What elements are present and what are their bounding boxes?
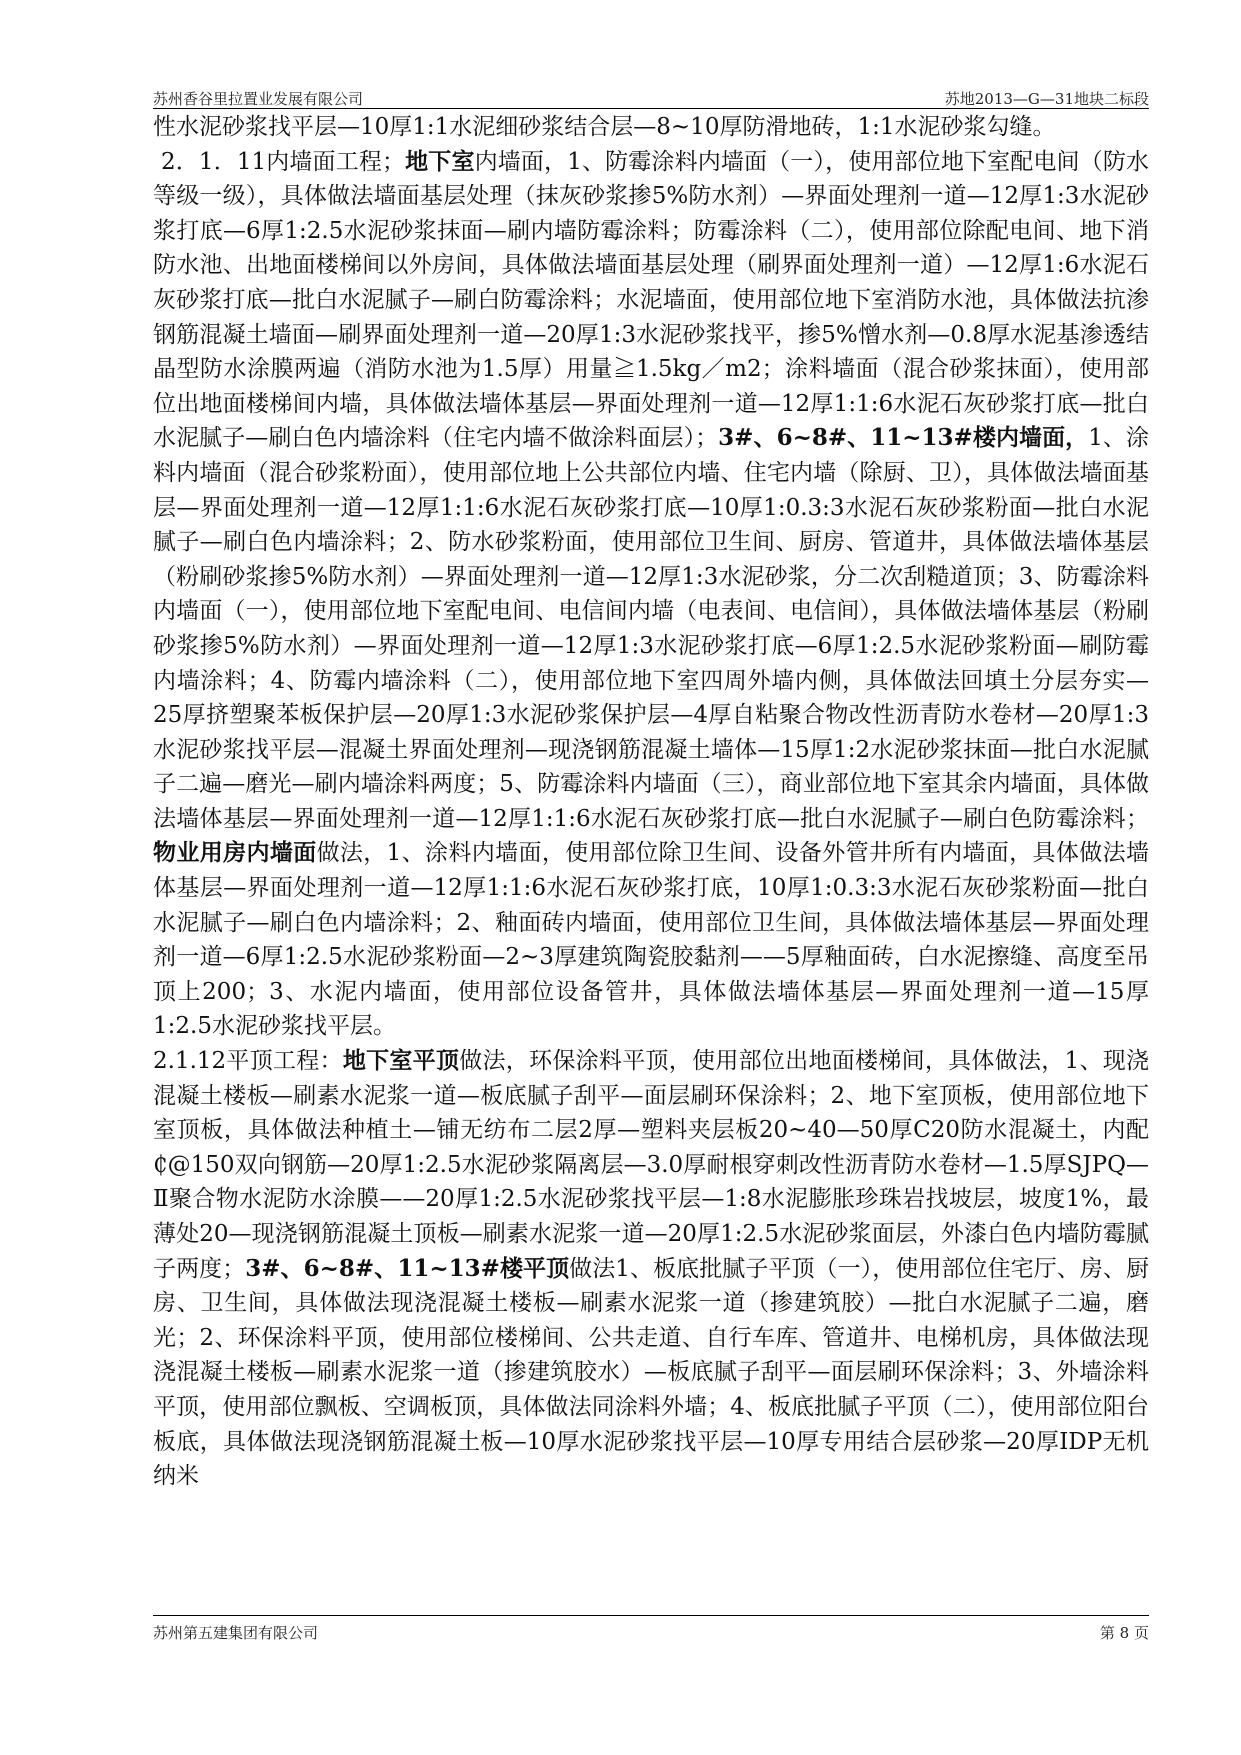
footer-company: 苏州第五建集团有限公司	[153, 1624, 319, 1642]
page-footer	[153, 1620, 1149, 1644]
bold-heading-building-ceiling: 3#、6~8#、11~13#楼平顶	[245, 1254, 570, 1282]
header-project: 苏地2013—G—31地块二标段	[944, 90, 1149, 108]
paragraph-text: 内墙面，1、防霉涂料内墙面（一），使用部位地下室配电间（防水等级一级），具体做法墙面基层处理（抹灰砂浆掺5%防水剂）—界面处理剂一道—12厚1:3水泥砂浆打底—6厚1:2.5水泥砂浆抹面—刷内墙防霉涂料；防霉涂料（二），使用部位除配电间、地下消防水池、出地面楼梯间以外房间，具体做法墙面基层处理（刷界面处理剂一道）—12厚1:6水泥石灰砂浆打底—批白水泥腻子—刷白防霉涂料；水泥墙面，使用部位地下室消防水池，具体做法抗渗钢筋混凝土墙面—刷界面处理剂一道—20厚1:3水泥砂浆找平，掺5%憎水剂—0.8厚水泥基渗透结晶型防水涂膜两遍（消防水池为1.5厚）用量≧1.5kg／m2；涂料墙面（混合砂浆抹面），使用部位出地面楼梯间内墙，具体做法墙体基层—界面处理剂一道—12厚1:1:6水泥石灰砂浆打底—批白水泥腻子—刷白色内墙涂料（住宅内墙不做涂料面层）；	[153, 148, 1150, 452]
document-body	[153, 110, 1149, 1494]
paragraph-ceilings	[153, 1044, 1149, 1494]
bold-heading-property: 物业用房内墙面	[153, 839, 317, 867]
bold-heading-buildings: 3#、6~8#、11~13#楼内墙面，	[718, 424, 1089, 452]
bold-heading-basement: 地下室	[405, 147, 475, 175]
section-number: 2.1.12平顶工程：	[153, 1048, 343, 1075]
paragraph-text: 1、涂料内墙面（混合砂浆粉面），使用部位地上公共部位内墙、住宅内墙（除厨、卫），具体做法墙面基层—界面处理剂一道—12厚1:1:6水泥石灰砂浆打底—10厚1:0.3:3水泥石灰砂浆粉面—批白水泥腻子—刷白色内墙涂料；2、防水砂浆粉面，使用部位卫生间、厨房、管道井，具体做法墙体基层（粉刷砂浆掺5%防水剂）—界面处理剂一道—12厚1:3水泥砂浆，分二次刮糙道顶；3、防霉涂料内墙面（一），使用部位地下室配电间、电信间内墙（电表间、电信间），具体做法墙体基层（粉刷砂浆掺5%防水剂）—界面处理剂一道—12厚1:3水泥砂浆打底—6厚1:2.5水泥砂浆粉面—刷防霉内墙涂料；4、防霉内墙涂料（二），使用部位地下室四周外墙内侧，具体做法回填土分层夯实—25厚挤塑聚苯板保护层—20厚1:3水泥砂浆保护层—4厚自粘聚合物改性沥青防水卷材—20厚1:3水泥砂浆找平层—混凝土界面处理剂—现浇钢筋混凝土墙体—15厚1:2水泥砂浆抹面—批白水泥腻子二遍—磨光—刷内墙涂料两度；5、防霉涂料内墙面（三），商业部位地下室其余内墙面，具体做法墙体基层—界面处理剂一道—12厚1:1:6水泥石灰砂浆打底—批白水泥腻子—刷白色防霉涂料；	[153, 425, 1150, 832]
section-number: 2．1．11内墙面工程；	[161, 148, 406, 175]
header-divider	[153, 108, 1149, 109]
paragraph-text: 做法，环保涂料平顶，使用部位出地面楼梯间，具体做法，1、现浇混凝土楼板—刷素水泥浆一道—板底腻子刮平—面层刷环保涂料；2、地下室顶板，使用部位地下室顶板，具体做法种植土—铺无纺布二层2厚—塑料夹层板20~40—50厚C20防水混凝土，内配₵@150双向钢筋—20厚1:2.5水泥砂浆隔离层—3.0厚耐根穿刺改性沥青防水卷材—1.5厚SJPQ—Ⅱ聚合物水泥防水涂膜——20厚1:2.5水泥砂浆找平层—1:8水泥膨胀珍珠岩找坡层，坡度1%，最薄处20—现浇钢筋混凝土顶板—刷素水泥浆一道—20厚1:2.5水泥砂浆面层，外漆白色内墙防霉腻子两度；	[153, 1048, 1150, 1282]
paragraph-text: 性水泥砂浆找平层—10厚1:1水泥细砂浆结合层—8~10厚防滑地砖，1:1水泥砂浆勾缝。	[153, 114, 1056, 140]
footer-divider	[153, 1615, 1149, 1616]
paragraph-interior-walls	[153, 145, 1149, 1044]
bold-heading-basement-ceiling: 地下室平顶	[342, 1047, 460, 1075]
header-company: 苏州香谷里拉置业发展有限公司	[153, 90, 364, 108]
paragraph-text: 做法1、板底批腻子平顶（一），使用部位住宅厅、房、厨房、卫生间，具体做法现浇混凝土楼板—刷素水泥浆一道（掺建筑胶）—批白水泥腻子二遍，磨光；2、环保涂料平顶，使用部位楼梯间、公共走道、自行车库、管道井、电梯机房，具体做法现浇混凝土楼板—刷素水泥浆一道（掺建筑胶水）—板底腻子刮平—面层刷环保涂料；3、外墙涂料平顶，使用部位飘板、空调板顶，具体做法同涂料外墙；4、板底批腻子平顶（二），使用部位阳台板底，具体做法现浇钢筋混凝土板—10厚水泥砂浆找平层—10厚专用结合层砂浆—20厚IDP无机纳米	[153, 1255, 1150, 1490]
page-header	[153, 84, 1149, 108]
paragraph-continuation	[153, 110, 1149, 145]
page-number: 第 8 页	[1099, 1624, 1149, 1642]
paragraph-text: 做法，1、涂料内墙面，使用部位除卫生间、设备外管井所有内墙面，具体做法墙体基层—界面处理剂一道—12厚1:1:6水泥石灰砂浆打底，10厚1:0.3:3水泥石灰砂浆粉面—批白水泥腻子—刷白色内墙涂料；2、釉面砖内墙面，使用部位卫生间，具体做法墙体基层—界面处理剂一道—6厚1:2.5水泥砂浆粉面—2~3厚建筑陶瓷胶黏剂——5厚釉面砖，白水泥擦缝、高度至吊顶上200；3、水泥内墙面，使用部位设备管井，具体做法墙体基层—界面处理剂一道—15厚1:2.5水泥砂浆找平层。	[153, 840, 1149, 1040]
